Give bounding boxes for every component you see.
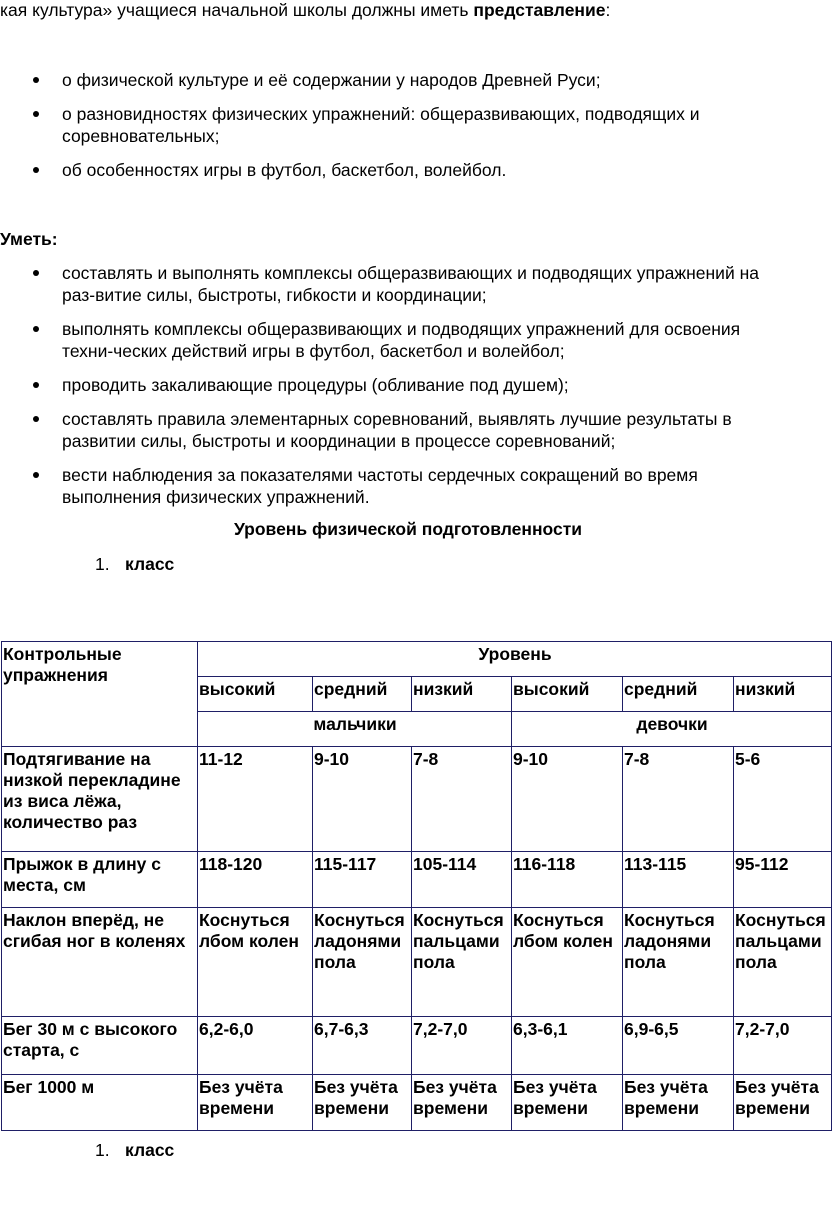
table-cell: 105-114 <box>412 852 512 908</box>
table-row <box>2 1075 832 1131</box>
exercise-name <box>2 908 198 1017</box>
level-high-boys: высокий <box>198 677 313 712</box>
table-cell: 7-8 <box>623 747 734 852</box>
list-number: 1. <box>95 554 110 574</box>
table-cell: 95-112 <box>734 852 832 908</box>
class-label: класс <box>125 554 175 574</box>
table-cell: 7,2-7,0 <box>734 1017 832 1075</box>
table-cell: Коснуться пальцами пола <box>412 908 512 1017</box>
table-row <box>2 908 832 1017</box>
table-cell: Без учёта времени <box>198 1075 313 1131</box>
table-cell: 7,2-7,0 <box>412 1017 512 1075</box>
exercise-name-text: Наклон вперёд, не сгибая ног в коленях <box>3 910 186 951</box>
table-row <box>2 747 832 852</box>
list-item: выполнять комплексы общеразвивающих и подводящих упражнений для освоения техни-ческих действий игры в футбол, баскетбол и волейбол; <box>0 318 816 362</box>
table-cell: 118-120 <box>198 852 313 908</box>
table-cell: Без учёта времени <box>313 1075 412 1131</box>
exercise-name: Прыжок в длину с места, см <box>2 852 198 908</box>
class-label: класс <box>125 1140 175 1160</box>
table-cell: 6,2-6,0 <box>198 1017 313 1075</box>
list-number: 1. <box>95 1140 110 1160</box>
intro-colon: : <box>605 0 611 20</box>
class-heading-2 <box>95 1139 174 1161</box>
fitness-table <box>1 641 832 1131</box>
level-medium-boys: средний <box>313 677 412 712</box>
exercises-header: Контрольные упражнения <box>2 642 198 747</box>
table-cell: 6,3-6,1 <box>512 1017 623 1075</box>
table-cell: Коснуться ладонями пола <box>313 908 412 1017</box>
intro-bold-term: представление <box>473 0 606 20</box>
list-item: об особенностях игры в футбол, баскетбол, волейбол. <box>0 159 816 181</box>
table-cell: Коснуться лбом колен <box>512 908 623 1017</box>
list-item: составлять правила элементарных соревнований, выявлять лучшие результаты в развитии силы, быстроты и координации в процессе соревнований; <box>0 408 816 452</box>
table-cell: 6,7-6,3 <box>313 1017 412 1075</box>
skills-heading: Уметь: <box>0 229 58 249</box>
table-cell: Коснуться пальцами пола <box>734 908 832 1017</box>
level-medium-girls: средний <box>623 677 734 712</box>
table-cell: 9-10 <box>512 747 623 852</box>
list-item: составлять и выполнять комплексы общеразвивающих и подводящих упражнений на раз-витие силы, быстроты, гибкости и координации; <box>0 262 816 306</box>
list-item: о физической культуре и её содержании у народов Древней Руси; <box>0 69 816 91</box>
girls-header: девочки <box>512 712 832 747</box>
section-title: Уровень физической подготовленности <box>233 519 583 539</box>
table-cell: 116-118 <box>512 852 623 908</box>
list-item: проводить закаливающие процедуры (обливание под душем); <box>0 374 816 396</box>
class-heading-1 <box>95 553 174 575</box>
skills-list <box>0 262 816 518</box>
intro-paragraph <box>0 0 610 21</box>
level-low-boys: низкий <box>412 677 512 712</box>
boys-header: мальчики <box>198 712 512 747</box>
table-cell: 113-115 <box>623 852 734 908</box>
table-row <box>2 1017 832 1075</box>
table-cell: Без учёта времени <box>623 1075 734 1131</box>
list-item: вести наблюдения за показателями частоты сердечных сокращений во время выполнения физических упражнений. <box>0 464 816 508</box>
knowledge-list <box>0 69 816 191</box>
level-high-girls: высокий <box>512 677 623 712</box>
level-low-girls: низкий <box>734 677 832 712</box>
table-cell: 11-12 <box>198 747 313 852</box>
exercise-name: Бег 1000 м <box>2 1075 198 1131</box>
table-cell: 7-8 <box>412 747 512 852</box>
list-item: о разновидностях физических упражнений: общеразвивающих, подводящих и соревновательных; <box>0 103 816 147</box>
table-cell: 9-10 <box>313 747 412 852</box>
intro-text: кая культура» учащиеся начальной школы должны иметь <box>0 0 474 20</box>
table-cell: 115-117 <box>313 852 412 908</box>
table-cell: Без учёта времени <box>512 1075 623 1131</box>
table-cell: Коснуться лбом колен <box>198 908 313 1017</box>
table-cell: Коснуться ладонями пола <box>623 908 734 1017</box>
exercise-name: Бег 30 м с высокого старта, с <box>2 1017 198 1075</box>
level-header: Уровень <box>198 642 832 677</box>
table-row <box>2 852 832 908</box>
table-cell: Без учёта времени <box>412 1075 512 1131</box>
table-cell: 6,9-6,5 <box>623 1017 734 1075</box>
table-cell: Без учёта времени <box>734 1075 832 1131</box>
exercise-name: Подтягивание на низкой перекладине из виса лёжа, количество раз <box>2 747 198 852</box>
table-cell: 5-6 <box>734 747 832 852</box>
